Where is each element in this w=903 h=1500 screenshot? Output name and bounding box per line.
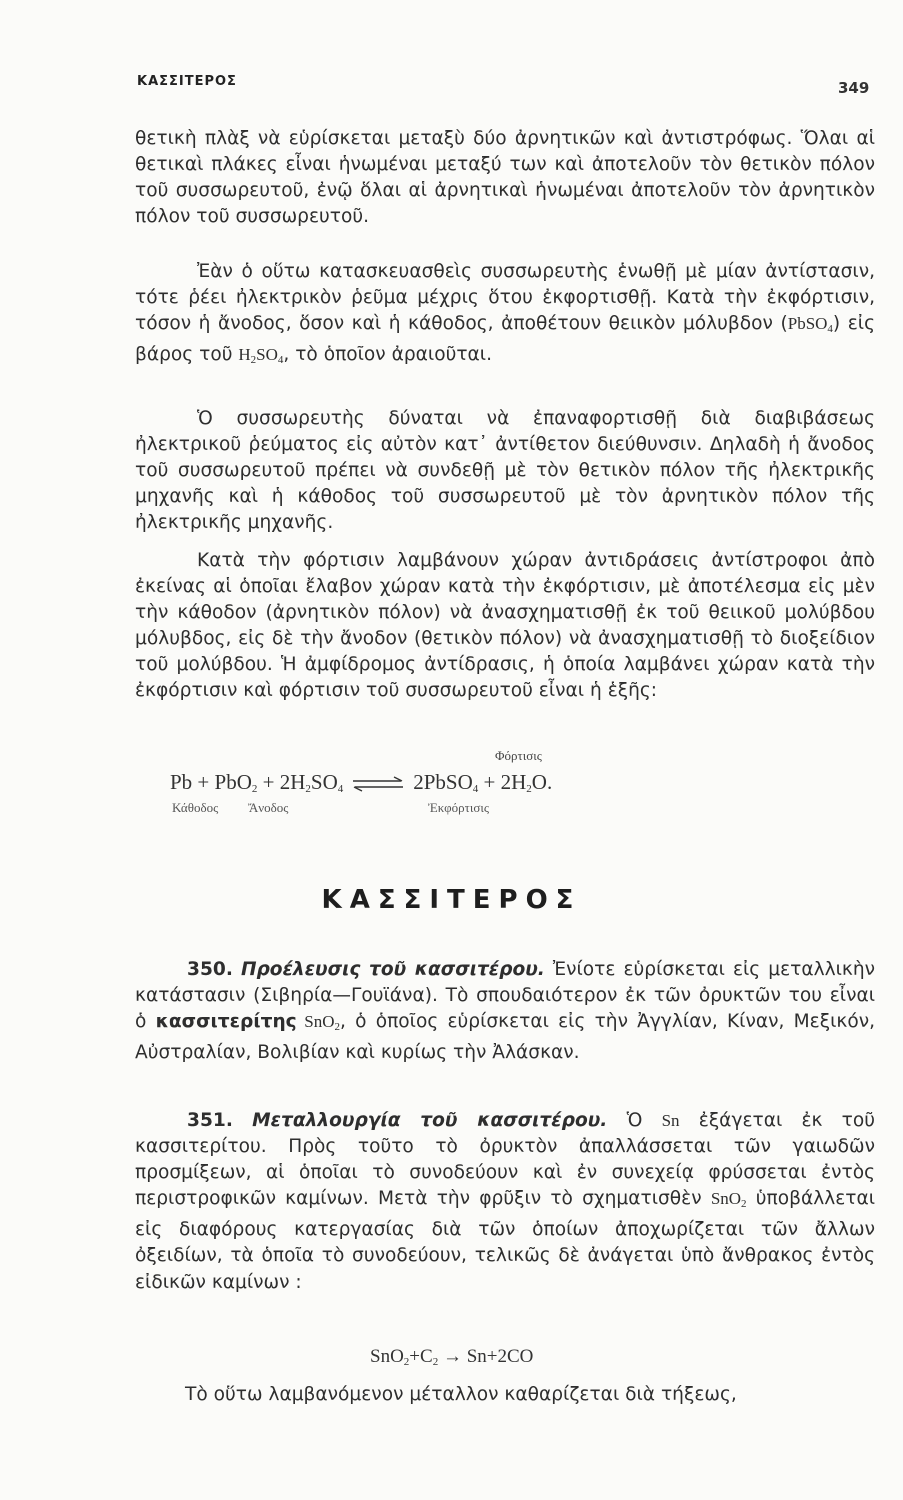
section-title: Μεταλλουργία τοῦ κασσιτέρου. (252, 1110, 608, 1131)
formula-text: PbSO (787, 314, 828, 334)
formula-subscript: 2 (334, 1021, 340, 1034)
eq-subscript: 4 (337, 783, 344, 795)
eq-term: Sn+2CO (466, 1346, 534, 1367)
eq-subscript: 2 (432, 1356, 439, 1368)
text-run: , ὁ ὁποῖος εὑρίσκεται εἰς τὴν Ἀγγλίαν, Κίναν, Μεξικόν, Αὐστραλίαν, Βολιβίαν καὶ κυρίως τὴν Ἀλάσκαν. (135, 1011, 876, 1064)
eq-term: 2PbSO (413, 770, 473, 794)
text-run: Ἐὰν ὁ οὕτω κατασκευασθεὶς συσσωρευτὴς ἑνωθῇ μὲ μίαν ἀντίστασιν, τότε ῥέει ἠλεκτρικὸν ῥεῦμα μέχρις ὅτου ἐκφορτισθῇ. Κατὰ τὴν ἐκφόρτισιν, τόσον ἡ ἄνοδος, ὅσον καὶ ἡ κάθοδος, ἀποθέτουν θειικὸν μόλυβδον ( (135, 261, 875, 335)
text-run: ) εἰς βάρος τοῦ (135, 313, 875, 366)
formula-text: SnO (710, 1189, 742, 1209)
text-run: ἐξάγεται ἐκ τοῦ κασσιτερίτου. Πρὸς τοῦτο τὸ ὀρυκτὸν ἀπαλλάσσεται τῶν γαιωδῶν προσμίξεων, αἱ ὁποῖαι τὸ συνοδεύουν καὶ ἐν συνεχείᾳ φρύσσεται ἐντὸς περιστροφικῶν καμίνων. Μετὰ τὴν φρῦξιν τὸ σχηματισθὲν (135, 1110, 876, 1210)
formula-sno2 (710, 1189, 747, 1211)
eq-subscript: 2 (403, 1356, 410, 1368)
paragraph-refining: Τὸ οὕτω λαμβανόμενον μέταλλον καθαρίζεται διὰ τήξεως, (185, 1384, 737, 1405)
running-head: ΚΑΣΣΙΤΕΡΟΣ (137, 74, 237, 89)
cathode-label: Κάθοδος (172, 800, 219, 815)
eq-subscript: 2 (305, 783, 311, 795)
eq-term: SO (310, 770, 338, 794)
eq-term: +C (409, 1346, 433, 1367)
formula-text: SO (256, 345, 278, 365)
eq-term: O. (531, 770, 553, 794)
section-350 (135, 957, 875, 1066)
formula-text: SnO (296, 1012, 335, 1032)
eq-term: SnO (370, 1346, 404, 1367)
paragraph-discharge (135, 259, 875, 373)
charging-label: Φόρτισις (495, 748, 542, 763)
mineral-name: κασσιτερίτης (155, 1011, 297, 1033)
equation-line (170, 770, 552, 795)
eq-subscript: 4 (472, 783, 479, 795)
eq-term: + 2H (478, 770, 527, 794)
eq-subscript: 2 (251, 783, 258, 795)
formula-subscript: 2 (741, 1198, 747, 1211)
formula-sno2 (296, 1012, 340, 1034)
formula-subscript: 2 (250, 354, 257, 367)
equilibrium-arrows-icon (351, 774, 405, 794)
section-heading: ΚΑΣΣΙΤΕΡΟΣ (321, 885, 582, 915)
page-number: 349 (838, 79, 870, 97)
formula-text: H (238, 345, 251, 365)
anode-label: Ἄνοδος (248, 800, 289, 815)
text-run: Ἐνίοτε εὑρίσκεται εἰς μεταλλικὴν κατάστασιν (Σιβηρία—Γουϊάνα). Τὸ σπουδαιότερον ἐκ τῶν ὀρυκτῶν του εἶναι ὁ (135, 959, 875, 1033)
formula-subscript: 4 (827, 323, 833, 336)
discharge-label: Ἐκφόρτισις (428, 800, 490, 815)
text-run: , τὸ ὁποῖον ἀραιοῦται. (283, 344, 492, 366)
eq-subscript: 2 (526, 783, 532, 795)
paragraph-reaction: Κατὰ τὴν φόρτισιν λαμβάνουν χώραν ἀντιδράσεις ἀντίστροφοι ἀπὸ ἐκείνας αἱ ὁποῖαι ἔλαβον χώραν κατὰ τὴν ἐκφόρτισιν, μὲ ἀποτέλεσμα εἰς μὲν τὴν κάθοδον (ἀρνητικὸν πόλον) νὰ ἀνασχηματισθῇ ἐκ τοῦ θειικοῦ μολύβδου μόλυβδος, εἰς δὲ τὴν ἄνοδον (θετικὸν πόλον) νὰ ἀνασχηματισθῇ τὸ διοξείδιον τοῦ μολύβδου. Ἡ ἀμφίδρομος ἀντίδρασις, ἡ ὁποία λαμβάνει χώραν κατὰ τὴν ἐκφόρτισιν καὶ φόρτισιν τοῦ συσσωρευτοῦ εἶναι ἡ ἑξῆς: (135, 550, 875, 702)
section-number: 350. (187, 959, 233, 980)
arrow-right-icon: → (438, 1346, 467, 1367)
section-title: Προέλευσις τοῦ κασσιτέρου. (240, 959, 545, 980)
section-number: 351. (187, 1110, 233, 1131)
tin-reduction-equation (370, 1346, 533, 1368)
eq-term: + 2H (257, 770, 306, 794)
formula-subscript: 4 (277, 354, 284, 367)
paragraph-battery-plates: θετικὴ πλὰξ νὰ εὑρίσκεται μεταξὺ δύο ἀρνητικῶν καὶ ἀντιστρόφως. Ὅλαι αἱ θετικαὶ πλάκες εἶναι ἡνωμέναι μεταξύ των καὶ ἀποτελοῦν τὸν θετικὸν πόλον τοῦ συσσωρευτοῦ, ἐνῷ ὅλαι αἱ ἀρνητικαὶ ἡνωμέναι ἀποτελοῦν τὸν ἀρνητικὸν πόλον τοῦ συσσωρευτοῦ. (135, 128, 875, 228)
lead-acid-equation (160, 748, 860, 818)
paragraph-recharge: Ὁ συσσωρευτὴς δύναται νὰ ἐπαναφορτισθῇ διὰ διαβιβάσεως ἠλεκτρικοῦ ῥεύματος εἰς αὐτὸν κατ᾿ ἀντίθετον διεύθυνσιν. Δηλαδὴ ἡ ἄνοδος τοῦ συσσωρευτοῦ πρέπει νὰ συνδεθῇ μὲ τὸν θετικὸν πόλον τῆς ἠλεκτρικῆς μηχανῆς καὶ ἡ κάθοδος τοῦ συσσωρευτοῦ μὲ τὸν ἀρνητικὸν πόλον τῆς ἠλεκτρικῆς μηχανῆς. (135, 408, 875, 534)
eq-term: Pb + PbO (170, 770, 252, 794)
text-run: Ὁ (607, 1110, 662, 1131)
formula-h2so4 (238, 345, 284, 367)
text-run: ὑποβάλλεται εἰς διαφόρους κατεργασίας διὰ τῶν ὁποίων ἀποχωρίζεται τῶν ἄλλων ὀξειδίων, τὰ ὁποῖα τὸ συνοδεύουν, τελικῶς δὲ ἀνάγεται ὑπὸ ἄνθρακος ἐντὸς εἰδικῶν καμίνων : (135, 1188, 876, 1293)
section-351 (135, 1108, 875, 1296)
formula-pbso4 (787, 314, 833, 336)
formula-sn: Sn (661, 1111, 680, 1130)
